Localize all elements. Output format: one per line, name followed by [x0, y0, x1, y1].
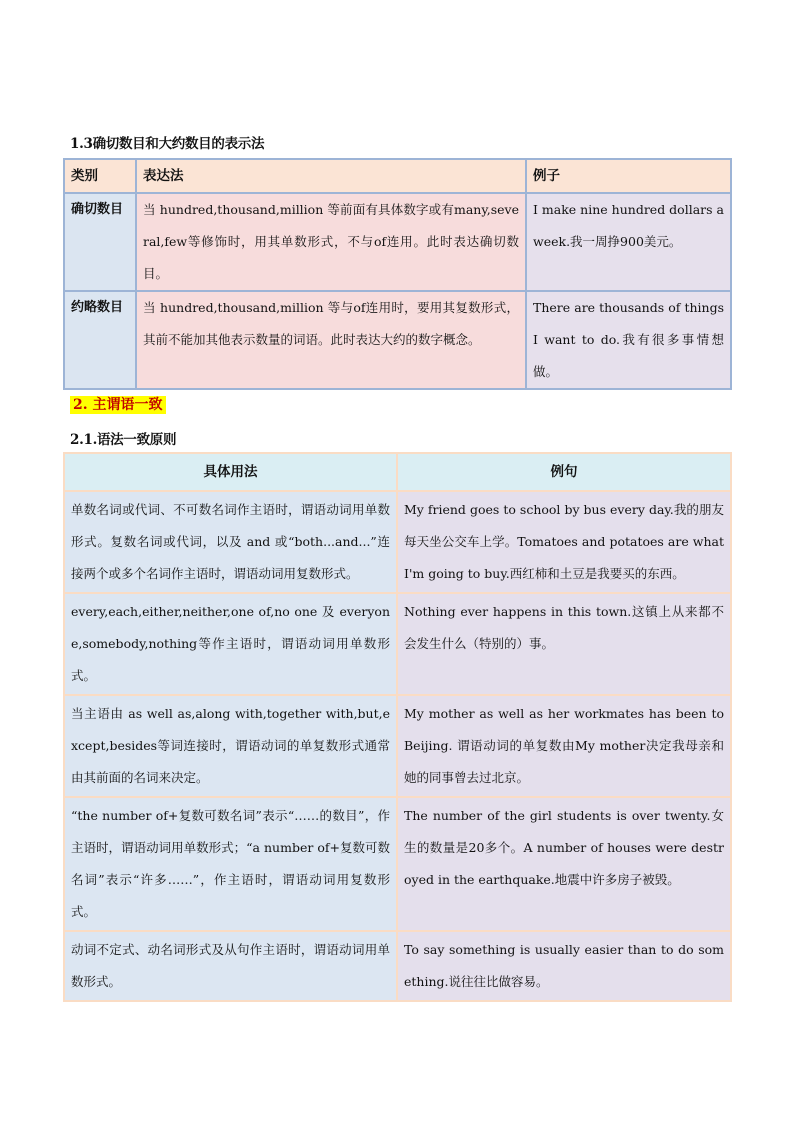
expression-cell: 当 hundred,thousand,million 等与of连用时，要用其复数形式，其前不能加其他表示数量的词语。此时表达大约的数字概念。 [136, 291, 526, 389]
usage-cell: every,each,either,neither,one of,no one 及 everyone,somebody,nothing等作主语时，谓语动词用单数形式。 [64, 593, 397, 695]
table-header-row [64, 453, 731, 491]
table-row [64, 291, 731, 389]
header-expression: 表达法 [136, 159, 526, 193]
example-cell: My mother as well as her workmates has been to Beijing. 谓语动词的单复数由My mother决定我母亲和她的同事曾去过北京。 [397, 695, 731, 797]
header-example: 例句 [397, 453, 731, 491]
example-cell: The number of the girl students is over twenty.女生的数量是20多个。A number of houses were destroyed in the earthquake.地震中许多房子被毁。 [397, 797, 731, 931]
expression-cell: 当 hundred,thousand,million 等前面有具体数字或有many,several,few等修饰时，用其单数形式，不与of连用。此时表达确切数目。 [136, 193, 526, 291]
table-row [64, 931, 731, 1001]
usage-cell: 动词不定式、动名词形式及从句作主语时，谓语动词用单数形式。 [64, 931, 397, 1001]
example-cell: I make nine hundred dollars a week.我一周挣900美元。 [526, 193, 731, 291]
table-row [64, 593, 731, 695]
table-row [64, 695, 731, 797]
category-cell: 确切数目 [64, 193, 136, 291]
number-expression-table [63, 158, 732, 390]
table-row [64, 491, 731, 593]
example-cell: My friend goes to school by bus every day.我的朋友每天坐公交车上学。Tomatoes and potatoes are what I'm going to buy.西红柿和土豆是我要买的东西。 [397, 491, 731, 593]
table-header-row [64, 159, 731, 193]
header-category: 类别 [64, 159, 136, 193]
usage-cell: 单数名词或代词、不可数名词作主语时，谓语动词用单数形式。复数名词或代词，以及 and 或“both...and...”连接两个或多个名词作主语时，谓语动词用复数形式。 [64, 491, 397, 593]
example-cell: Nothing ever happens in this town.这镇上从来都不会发生什么（特别的）事。 [397, 593, 731, 695]
example-cell: There are thousands of things I want to do.我有很多事情想做。 [526, 291, 731, 389]
section-2-1-heading: 2.1.语法一致原则 [70, 432, 177, 448]
category-cell: 约略数目 [64, 291, 136, 389]
usage-cell: “the number of+复数可数名词”表示“……的数目”，作主语时，谓语动词用单数形式；“a number of+复数可数名词”表示“许多……”，作主语时，谓语动词用复数形式。 [64, 797, 397, 931]
header-usage: 具体用法 [64, 453, 397, 491]
usage-cell: 当主语由 as well as,along with,together with,but,except,besides等词连接时，谓语动词的单复数形式通常由其前面的名词来决定。 [64, 695, 397, 797]
section-2-heading: 2. 主谓语一致 [70, 396, 166, 414]
example-cell: To say something is usually easier than to do something.说往往比做容易。 [397, 931, 731, 1001]
section-1-3-heading: 1.3确切数目和大约数目的表示法 [70, 136, 265, 152]
table-row [64, 193, 731, 291]
header-example: 例子 [526, 159, 731, 193]
subject-verb-agreement-table [63, 452, 732, 1002]
table-row [64, 797, 731, 931]
